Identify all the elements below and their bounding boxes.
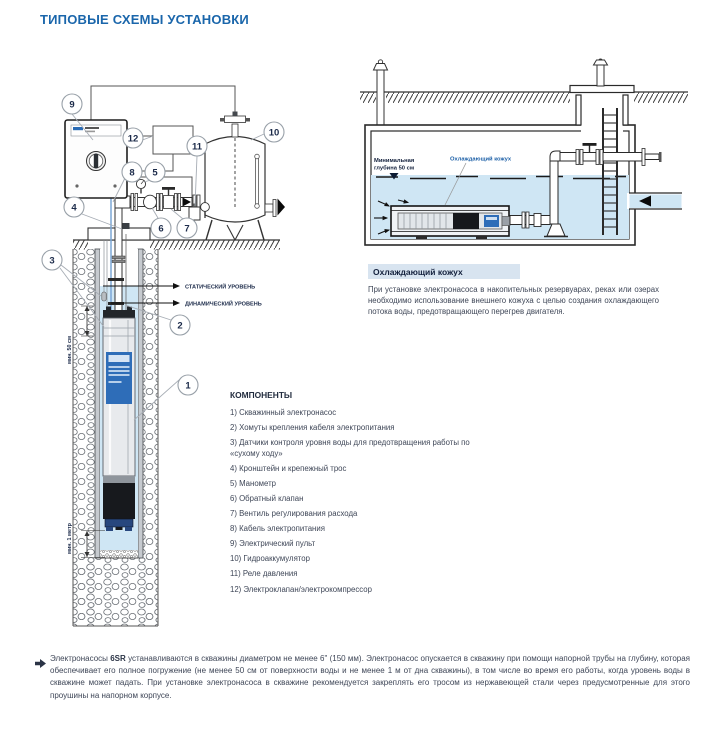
callout-7: [177, 218, 197, 238]
callout-10: [264, 122, 284, 142]
svg-text:11: 11: [191, 141, 203, 153]
component-item: 11) Реле давления: [230, 569, 298, 579]
electric-panel: [65, 120, 127, 198]
footer-note-text: Электронасосы 6SR устанавливаются в скважины диаметром не менее 6" (150 мм). Электронасос опускается в скважину при помощи напорной трубы на глубину, которая обеспечивает его полное погружение (не менее 50 см от поверхности воды и не менее 1 м от дна скважины), в том числе во время его работы, когда уровень воды в скважине может падать. При установке электронасоса в скважине рекомендуется закреплять его тросом из нержавеющей стали через предусмотренные для этого проушины на напорном корпусе.: [50, 654, 691, 700]
svg-text:10: 10: [268, 127, 280, 139]
callout-3: [42, 250, 62, 270]
component-item: 9) Электрический пульт: [230, 539, 316, 549]
svg-text:Охлаждающий кожух: Охлаждающий кожух: [450, 156, 512, 163]
svg-text:2: 2: [177, 320, 183, 332]
arrow-right-icon: [35, 653, 50, 702]
cooling-jacket-pump: [391, 206, 510, 239]
callout-4: [64, 197, 84, 217]
reservoir-installation-diagram: [358, 58, 690, 253]
ground-level: [360, 92, 688, 103]
component-item: 10) Гидроаккумулятор: [230, 554, 310, 564]
vent-pipe-right: [594, 59, 608, 86]
tank-top-valve: [220, 112, 250, 138]
callout-8: [122, 162, 142, 182]
svg-text:7: 7: [184, 223, 190, 235]
pump-model: 6SR: [110, 654, 126, 663]
callout-11: [187, 136, 207, 156]
svg-text:мин. 50 см: мин. 50 см: [67, 335, 73, 364]
inlet-pipe: [627, 193, 682, 209]
callout-5: [145, 162, 165, 182]
svg-text:4: 4: [71, 202, 77, 214]
component-item: 3) Датчики контроля уровня воды для предотвращения работы по «сухому ходу»: [230, 438, 470, 458]
svg-text:1: 1: [185, 380, 191, 392]
svg-text:глубина 50 см: глубина 50 см: [374, 165, 415, 172]
component-item: 4) Кронштейн и крепежный трос: [230, 463, 347, 473]
check-valve: [144, 194, 163, 211]
submersible-pump: [103, 307, 135, 532]
svg-text:СТАТИЧЕСКИЙ УРОВЕНЬ: СТАТИЧЕСКИЙ УРОВЕНЬ: [185, 284, 256, 291]
svg-text:5: 5: [152, 167, 158, 179]
svg-text:мин. 1 метр: мин. 1 метр: [67, 523, 73, 554]
callout-12: [123, 128, 143, 148]
callout-9: [62, 94, 82, 114]
components-heading: КОМПОНЕНТЫ: [230, 390, 293, 400]
callout-2: [170, 315, 190, 335]
components-section: [230, 390, 488, 600]
component-item: 12) Электроклапан/электрокомпрессор: [230, 584, 372, 594]
outlet-arrow: [278, 199, 286, 216]
svg-text:Минимальная: Минимальная: [374, 158, 415, 164]
svg-text:ДИНАМИЧЕСКИЙ УРОВЕНЬ: ДИНАМИЧЕСКИЙ УРОВЕНЬ: [185, 301, 262, 308]
component-item: 1) Скважинный электронасос: [230, 408, 337, 417]
svg-text:3: 3: [49, 255, 55, 267]
callout-6: [151, 218, 171, 238]
outlet-valve: [583, 143, 597, 161]
component-item: 2) Хомуты крепления кабеля электропитания: [230, 423, 395, 433]
cooling-jacket-section: [368, 264, 659, 317]
component-item: 8) Кабель электропитания: [230, 524, 325, 534]
component-item: 7) Вентиль регулирования расхода: [230, 509, 358, 519]
section-heading: Охлаждающий кожух: [368, 264, 520, 279]
svg-text:9: 9: [69, 99, 75, 111]
section-body: При установке электронасоса в накопительных резервуарах, реках или озерах необходимо использование внешнего кожуха с целью создания охлаждающего потока воды, предотвращающего перегрев двигателя.: [368, 285, 659, 316]
page-title: ТИПОВЫЕ СХЕМЫ УСТАНОВКИ: [40, 12, 249, 27]
component-item: 6) Обратный клапан: [230, 493, 304, 503]
svg-text:8: 8: [129, 167, 135, 179]
svg-text:6: 6: [158, 223, 164, 235]
callout-1: [178, 375, 198, 395]
regulating-valve: [162, 187, 181, 211]
footer-note: [35, 653, 690, 702]
electrovalve-box: [153, 126, 193, 154]
component-item: 5) Манометр: [230, 478, 277, 488]
svg-text:12: 12: [127, 133, 139, 145]
